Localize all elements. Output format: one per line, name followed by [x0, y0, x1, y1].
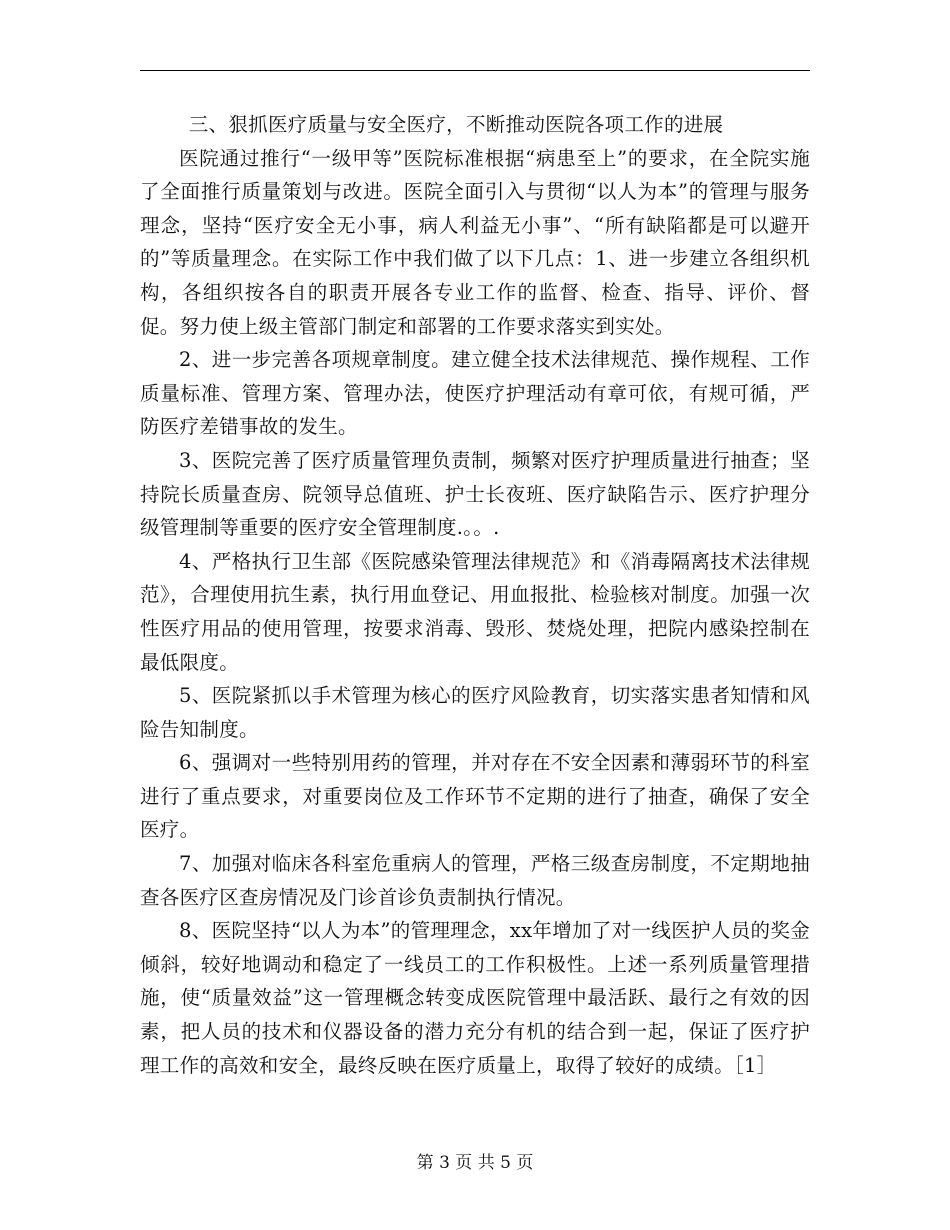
page-number-footer: 第 3 页 共 5 页 — [416, 1153, 534, 1173]
paragraph-intro: 医院通过推行“一级甲等”医院标准根据“病患至上”的要求，在全院实施了全面推行质量策划与改进。医院全面引入与贯彻“以人为本”的管理与服务理念，坚持“医疗安全无小事，病人利益无小事”、“所有缺陷都是可以避开的”等质量理念。在实际工作中我们做了以下几点：1、进一步建立各组织机构，各组织按各自的职责开展各专业工作的监督、检查、指导、评价、督促。努力使上级主管部门制定和部署的工作要求落实到实处。 — [140, 146, 810, 338]
header-rule — [140, 70, 810, 71]
section-heading: 三、狠抓医疗质量与安全医疗，不断推动医院各项工作的进展 — [188, 113, 724, 136]
document-body — [140, 108, 810, 1082]
paragraph-item-4: 4、严格执行卫生部《医院感染管理法律规范》和《消毒隔离技术法律规范》，合理使用抗生素，执行用血登记、用血报批、检验核对制度。加强一次性医疗用品的使用管理，按要求消毒、毁形、焚烧处理，把院内感染控制在最低限度。 — [140, 549, 810, 674]
paragraph-item-6: 6、强调对一些特别用药的管理，并对存在不安全因素和薄弱环节的科室进行了重点要求，对重要岗位及工作环节不定期的进行了抽查，确保了安全医疗。 — [140, 751, 810, 842]
paragraph-item-5: 5、医院紧抓以手术管理为核心的医疗风险教育，切实落实患者知情和风险告知制度。 — [140, 684, 810, 741]
paragraph-item-8: 8、医院坚持“以人为本”的管理理念，xx年增加了对一线医护人员的奖金倾斜，较好地调动和稳定了一线员工的工作积极性。上述一系列质量管理措施，使“质量效益”这一管理概念转变成医院管理中最活跃、最行之有效的因素，把人员的技术和仪器设备的潜力充分有机的结合到一起，保证了医疗护理工作的高效和安全，最终反映在医疗质量上，取得了较好的成绩。［1］ — [140, 919, 810, 1077]
paragraph-item-2: 2、进一步完善各项规章制度。建立健全技术法律规范、操作规程、工作质量标准、管理方案、管理办法，使医疗护理活动有章可依，有规可循，严防医疗差错事故的发生。 — [140, 348, 810, 439]
paragraph-item-3: 3、医院完善了医疗质量管理负责制，频繁对医疗护理质量进行抽查；坚持院长质量查房、院领导总值班、护士长夜班、医疗缺陷告示、医疗护理分级管理制等重要的医疗安全管理制度.。。. — [140, 448, 810, 540]
paragraph-item-7: 7、加强对临床各科室危重病人的管理，严格三级查房制度，不定期地抽查各医疗区查房情况及门诊首诊负责制执行情况。 — [140, 852, 810, 909]
